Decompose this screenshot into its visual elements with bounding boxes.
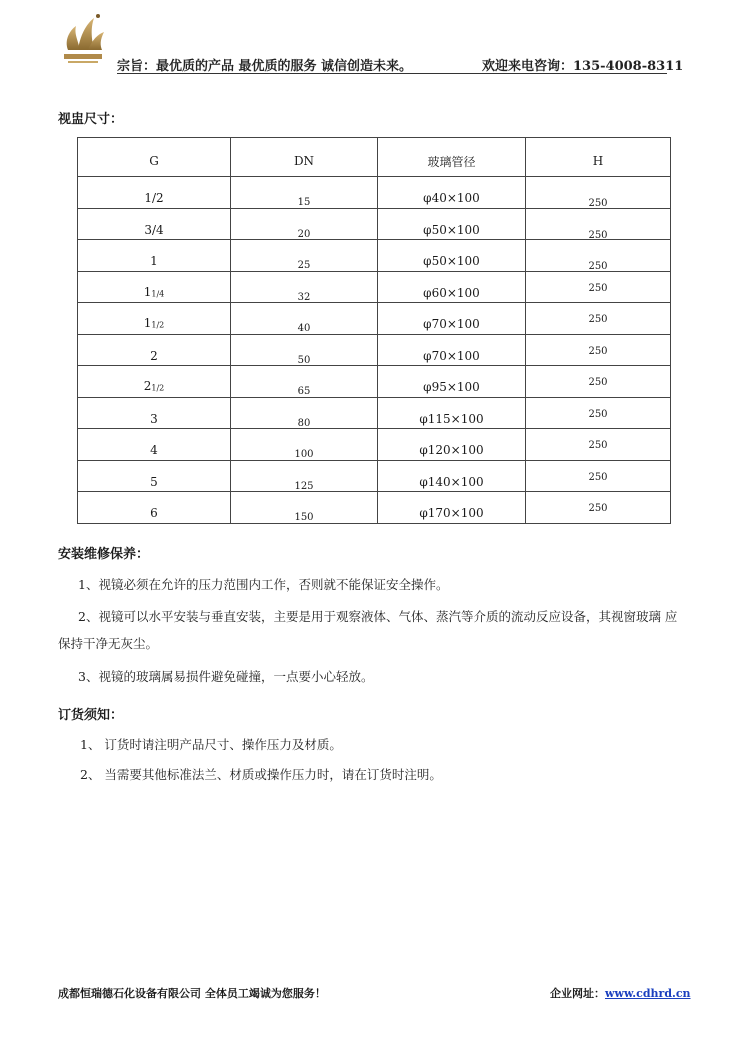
table-row <box>78 208 671 240</box>
cell-g: $2_{1/2}$ <box>78 366 231 398</box>
header-hotline: 欢迎来电咨询：135-4008-8311 <box>482 59 684 74</box>
header-glass-diameter: 玻璃管径 <box>378 138 526 177</box>
cell-g: 3 <box>78 397 231 429</box>
cell-dn: 80 <box>231 397 378 429</box>
cell-g: 4 <box>78 429 231 461</box>
cell-h: 250 <box>526 492 671 524</box>
header-h: H <box>526 138 671 177</box>
cell-g: $1_{1/4}$ <box>78 271 231 303</box>
page-header <box>58 10 684 75</box>
cell-h: 250 <box>526 366 671 398</box>
cell-dn: 50 <box>231 334 378 366</box>
footer-company: 成都恒瑞德石化设备有限公司 全体员工竭诚为您服务！ <box>58 987 326 1000</box>
cell-glass-diameter: φ70×100 <box>378 303 526 335</box>
cell-dn: 25 <box>231 240 378 272</box>
cell-glass-diameter: φ50×100 <box>378 240 526 272</box>
cell-glass-diameter: φ60×100 <box>378 271 526 303</box>
cell-dn: 100 <box>231 429 378 461</box>
cell-g: 2 <box>78 334 231 366</box>
size-table <box>77 137 671 524</box>
table-row <box>78 334 671 366</box>
maintenance-item-2-line-1: 2、视镜可以水平安装与垂直安装，主要是用于观察液体、气体、蒸汽等介质的流动反应设备，其视窗玻璃 应 <box>78 609 678 624</box>
order-item-1: 1、 订货时请注明产品尺寸、操作压力及材质。 <box>80 737 342 752</box>
cell-glass-diameter: φ40×100 <box>378 177 526 209</box>
order-item-2: 2、 当需要其他标准法兰、材质或操作压力时，请在订货时注明。 <box>80 767 442 782</box>
table-row <box>78 492 671 524</box>
cell-dn: 40 <box>231 303 378 335</box>
table-row <box>78 366 671 398</box>
maintenance-section-title: 安装维修保养： <box>58 547 150 562</box>
header-divider <box>117 73 667 74</box>
cell-h: 250 <box>526 397 671 429</box>
cell-dn: 150 <box>231 492 378 524</box>
maintenance-item-2-line-2: 保持干净无灰尘。 <box>58 636 159 651</box>
footer-website <box>550 985 691 1001</box>
cell-h: 250 <box>526 240 671 272</box>
cell-dn: 15 <box>231 177 378 209</box>
cell-g: 5 <box>78 460 231 492</box>
header-slogan: 宗旨：最优质的产品 最优质的服务 诚信创造未来。 <box>117 59 413 74</box>
maintenance-item-1: 1、视镜必须在允许的压力范围内工作，否则就不能保证安全操作。 <box>78 577 449 592</box>
cell-dn: 20 <box>231 208 378 240</box>
cell-glass-diameter: φ115×100 <box>378 397 526 429</box>
cell-g: $1_{1/2}$ <box>78 303 231 335</box>
order-section-title: 订货须知： <box>58 708 124 723</box>
cell-glass-diameter: φ120×100 <box>378 429 526 461</box>
cell-g: 3/4 <box>78 208 231 240</box>
cell-dn: 65 <box>231 366 378 398</box>
maintenance-item-3: 3、视镜的玻璃属易损件避免碰撞，一点要小心轻放。 <box>78 669 374 684</box>
cell-g: 6 <box>78 492 231 524</box>
cell-dn: 32 <box>231 271 378 303</box>
cell-glass-diameter: φ50×100 <box>378 208 526 240</box>
table-row <box>78 240 671 272</box>
cell-h: 250 <box>526 208 671 240</box>
cell-h: 250 <box>526 303 671 335</box>
cell-glass-diameter: φ70×100 <box>378 334 526 366</box>
table-row <box>78 303 671 335</box>
cell-h: 250 <box>526 460 671 492</box>
size-section-title: 视盅尺寸： <box>58 112 124 127</box>
cell-h: 250 <box>526 429 671 461</box>
table-row <box>78 429 671 461</box>
cell-dn: 125 <box>231 460 378 492</box>
cell-h: 250 <box>526 334 671 366</box>
table-row <box>78 177 671 209</box>
header-g: G <box>78 138 231 177</box>
header-dn: DN <box>231 138 378 177</box>
table-row <box>78 397 671 429</box>
table-row <box>78 460 671 492</box>
cell-glass-diameter: φ170×100 <box>378 492 526 524</box>
company-logo-icon <box>58 10 108 66</box>
cell-g: 1 <box>78 240 231 272</box>
table-header-row <box>78 138 671 177</box>
cell-h: 250 <box>526 271 671 303</box>
cell-g: 1/2 <box>78 177 231 209</box>
table-row <box>78 271 671 303</box>
cell-glass-diameter: φ95×100 <box>378 366 526 398</box>
cell-h: 250 <box>526 177 671 209</box>
footer-website-label: 企业网址： <box>550 987 605 1000</box>
website-link[interactable]: www.cdhrd.cn <box>605 987 691 1000</box>
cell-glass-diameter: φ140×100 <box>378 460 526 492</box>
